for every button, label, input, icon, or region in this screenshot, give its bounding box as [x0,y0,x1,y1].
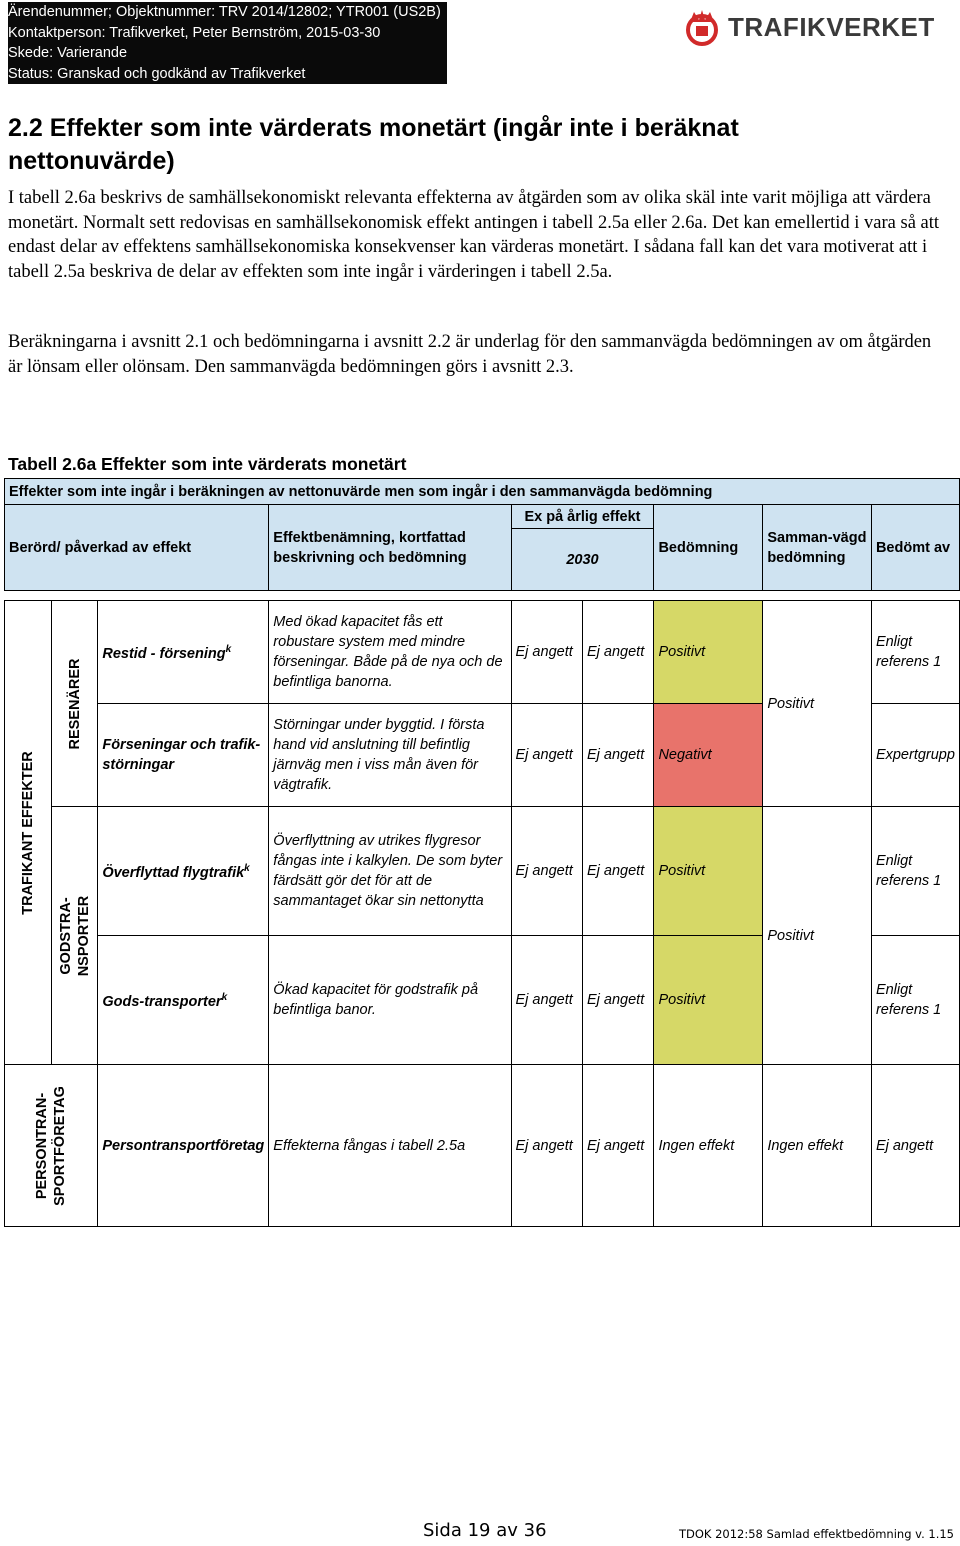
header-line-contact: Kontaktperson: Trafikverket, Peter Bernström, 2015-03-30 [8,24,381,41]
table-row [5,1065,960,1227]
bedomt-av-value: Enligt referens 1 [871,807,959,936]
ex-value: Ej angett [582,1065,653,1227]
bedomning-value: Positivt [654,936,763,1065]
bedomt-av-value: Ej angett [871,1065,959,1227]
bedomning-value: Ingen effekt [654,1065,763,1227]
bedomning-value: Negativt [654,704,763,807]
header-bedomning: Bedömning [654,505,763,591]
effect-desc: Ökad kapacitet för godstrafik på befintliga banor. [269,936,511,1065]
table-row: TRAFIKANT EFFEKTER RESENÄRER Restid - försening$^k$ Med ökad kapacitet fås ett robustare system med mindre förseningar. Både på de nya och de befintliga banorna. Ej angett Ej angett Positivt Positivt Enligt referens 1 [5,601,960,704]
logo-wordmark: TRAFIKVERKET [728,12,935,42]
group-resenarer: RESENÄRER [51,601,98,807]
effect-desc: Effekterna fångas i tabell 2.5a [269,1065,511,1227]
document-header [8,2,447,84]
header-year: 2030 [511,529,654,591]
paragraph-intro: I tabell 2.6a beskrivs de samhällsekonomiskt relevanta effekterna av åtgärden som av olika skäl inte varit möjliga att värdera monetärt. Normalt sett redovisas en samhällsekonomisk effekt antingen i tabell 2.5a eller 2.6a. Det kan emellertid i vara så att endast delar av effektens samhällsekonomiska konsekvenser kan värderas monetärt. I sådana fall kan det vara motiverat att i tabell 2.5a beskriva de delar av effekten som inte ingår i värderingen i tabell 2.5a. [8,188,940,282]
effects-table [4,478,960,1227]
samman-value: Ingen effekt [763,1065,872,1227]
bedomning-value: Positivt [654,601,763,704]
effect-name: Persontransportföretag [98,1065,269,1227]
header-ex-arlig: Ex på årlig effekt [511,505,654,529]
bedomning-value: Positivt [654,807,763,936]
group-persontransportforetag: PERSONTRAN-SPORTFÖRETAG [5,1065,98,1227]
paragraph-basis: Beräkningarna i avsnitt 2.1 och bedömningarna i avsnitt 2.2 är underlag för den sammanvägda bedömningen av om åtgärden är lönsam eller olönsam. Den sammanvägda bedömningen görs i avsnitt 2.3. [8,332,932,377]
effect-desc: Överflyttning av utrikes flygresor fångas inte i kalkylen. De som byter färdsätt gör det för att de sammantaget ökar sin nettonytta [269,807,511,936]
effect-desc: Med ökad kapacitet fås ett robustare system med mindre förseningar. Både på de nya och de befintliga banorna. [269,601,511,704]
effect-name: Förseningar och trafik-störningar [102,737,261,773]
effect-desc: Störningar under byggtid. I första hand vid anslutning till befintlig järnväg men i viss mån även för vägtrafik. [269,704,511,807]
ex-value: Ej angett [511,601,582,704]
page-number: Sida 19 av 36 [423,1520,547,1541]
spacer [5,591,960,601]
bedomt-av-value: Expertgrupp [871,704,959,807]
header-bedomt-av: Bedömt av [871,505,959,591]
effect-name: Gods-transporter [102,993,222,1010]
header-line-case: Ärendenummer; Objektnummer: TRV 2014/12802; YTR001 (US2B) [8,4,441,20]
ex-value: Ej angett [582,601,653,704]
table-banner: Effekter som inte ingår i beräkningen av nettonuvärde men som ingår i den sammanvägda bedömning [5,479,960,505]
effect-name: Överflyttad flygtrafik [102,864,245,881]
samman-value: Positivt [763,807,872,1065]
table-row: Gods-transporter$^k$ Ökad kapacitet för godstrafik på befintliga banor. Ej angett Ej angett Positivt Enligt referens 1 [5,936,960,1065]
ex-value: Ej angett [582,936,653,1065]
ex-value: Ej angett [582,807,653,936]
table-row: GODSTRA-NSPORTER Överflyttad flygtrafik$^k$ Överflyttning av utrikes flygresor fångas inte i kalkylen. De som byter färdsätt gör det för att de sammantaget ökar sin nettonytta Ej angett Ej angett Positivt Positivt Enligt referens 1 [5,807,960,936]
header-line-stage: Skede: Varierande [8,45,128,61]
ex-value: Ej angett [511,807,582,936]
bedomt-av-value: Enligt referens 1 [871,936,959,1065]
document-id: TDOK 2012:58 Samlad effektbedömning v. 1.15 [678,1527,954,1541]
section-heading: 2.2 Effekter som inte värderats monetärt (ingår inte i beräknat nettonuvärde) [8,114,739,175]
ex-value: Ej angett [511,704,582,807]
ex-value: Ej angett [582,704,653,807]
header-berord: Berörd/ påverkad av effekt [5,505,269,591]
group-trafikant: TRAFIKANT EFFEKTER [5,601,52,1065]
effect-name: Restid - försening [102,645,226,662]
header-line-status: Status: Granskad och godkänd av Trafikverket [8,65,306,82]
header-samman: Samman-vägd bedömning [763,505,872,591]
bedomt-av-value: Enligt referens 1 [871,601,959,704]
ex-value: Ej angett [511,1065,582,1227]
ex-value: Ej angett [511,936,582,1065]
table-caption: Tabell 2.6a Effekter som inte värderats monetärt [8,454,407,474]
group-godstransporter: GODSTRA-NSPORTER [51,807,98,1065]
samman-value: Positivt [763,601,872,807]
crown-icon [682,8,722,50]
header-benamning: Effektbenämning, kortfattad beskrivning och bedömning [269,505,511,591]
trafikverket-logo [682,8,952,52]
